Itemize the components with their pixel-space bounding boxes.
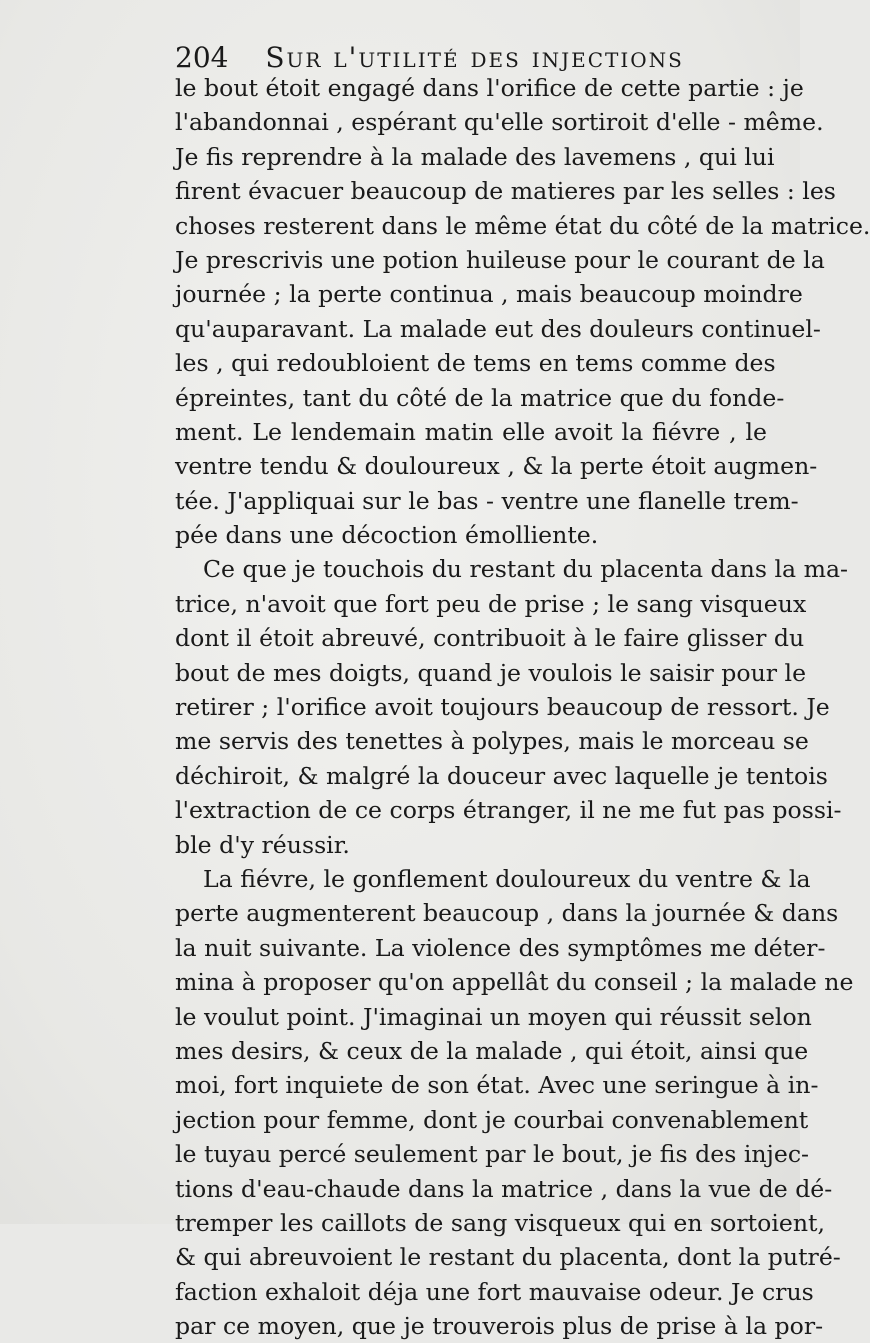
paragraph (175, 552, 849, 862)
text-line: perte augmenterent beaucoup , dans la journée & dans (175, 899, 839, 928)
text-line: ventre tendu & douloureux , & la perte étoit augmen- (175, 452, 818, 481)
text-line: La fiévre, le gonflement douloureux du ventre & la (203, 864, 811, 893)
text-line: mina à proposer qu'on appellât du conseil ; la malade ne (175, 968, 854, 997)
text-line: journée ; la perte continua , mais beaucoup moindre (175, 280, 803, 309)
text-line: Ce que je touchois du restant du placenta dans la ma- (203, 555, 849, 584)
text-line: l'extraction de ce corps étranger, il ne me fut pas possi- (175, 796, 842, 825)
text-line: le bout étoit engagé dans l'orifice de cette partie : je (175, 74, 804, 102)
text-line: les , qui redoubloient de tems en tems comme des (175, 349, 776, 378)
text-line: moi, fort inquiete de son état. Avec une seringue à in- (175, 1071, 819, 1100)
paragraph (175, 71, 870, 552)
text-line: ble d'y réussir. (175, 830, 350, 859)
text-line: par ce moyen, que je trouverois plus de prise à la por- (175, 1312, 824, 1341)
text-line: mes desirs, & ceux de la malade , qui étoit, ainsi que (175, 1036, 809, 1065)
text-line: & qui abreuvoient le restant du placenta, dont la putré- (175, 1243, 841, 1272)
text-line: dont il étoit abreuvé, contribuoit à le faire glisser du (175, 624, 805, 653)
text-line: choses resterent dans le même état du côté de la matrice. (175, 211, 870, 240)
text-line: tée. J'appliquai sur le bas - ventre une flanelle trem- (175, 486, 799, 515)
text-line: l'abandonnai , espérant qu'elle sortiroit d'elle - même. (175, 108, 824, 137)
text-line: Je prescrivis une potion huileuse pour le courant de la (175, 245, 825, 274)
text-line: bout de mes doigts, quand je voulois le saisir pour le (175, 658, 807, 687)
text-line: la nuit suivante. La violence des symptômes me déter- (175, 933, 826, 962)
text-line: le voulut point. J'imaginai un moyen qui réussit selon (175, 1002, 812, 1031)
text-line: retirer ; l'orifice avoit toujours beaucoup de ressort. Je (175, 693, 830, 722)
text-line: firent évacuer beaucoup de matieres par les selles : les (175, 177, 836, 206)
text-line: qu'auparavant. La malade eut des douleurs continuel- (175, 314, 821, 343)
text-line: me servis des tenettes à polypes, mais le morceau se (175, 727, 809, 756)
text-line: épreintes, tant du côté de la matrice que du fonde- (175, 383, 785, 412)
page-number: 204 (175, 41, 229, 74)
text-line: ment. Le lendemain matin elle avoit la fiévre , le (175, 417, 767, 446)
text-line: tions d'eau-chaude dans la matrice , dans la vue de dé- (175, 1174, 833, 1203)
text-line: faction exhaloit déja une fort mauvaise odeur. Je crus (175, 1277, 814, 1306)
text-line: déchiroit, & malgré la douceur avec laquelle je tentois (175, 761, 828, 790)
text-line: jection pour femme, dont je courbai convenablement (175, 1105, 809, 1134)
running-title: Sur l'utilité des injections (265, 41, 684, 74)
body-text (175, 71, 870, 1343)
text-line: trice, n'avoit que fort peu de prise ; le sang visqueux (175, 589, 807, 618)
text-line: le tuyau percé seulement par le bout, je fis des injec- (175, 1140, 810, 1169)
paragraph (175, 862, 854, 1343)
text-line: tremper les caillots de sang visqueux qui en sortoient, (175, 1208, 826, 1237)
text-line: Je fis reprendre à la malade des lavemens , qui lui (175, 142, 775, 171)
text-line: pée dans une décoction émolliente. (175, 521, 599, 550)
